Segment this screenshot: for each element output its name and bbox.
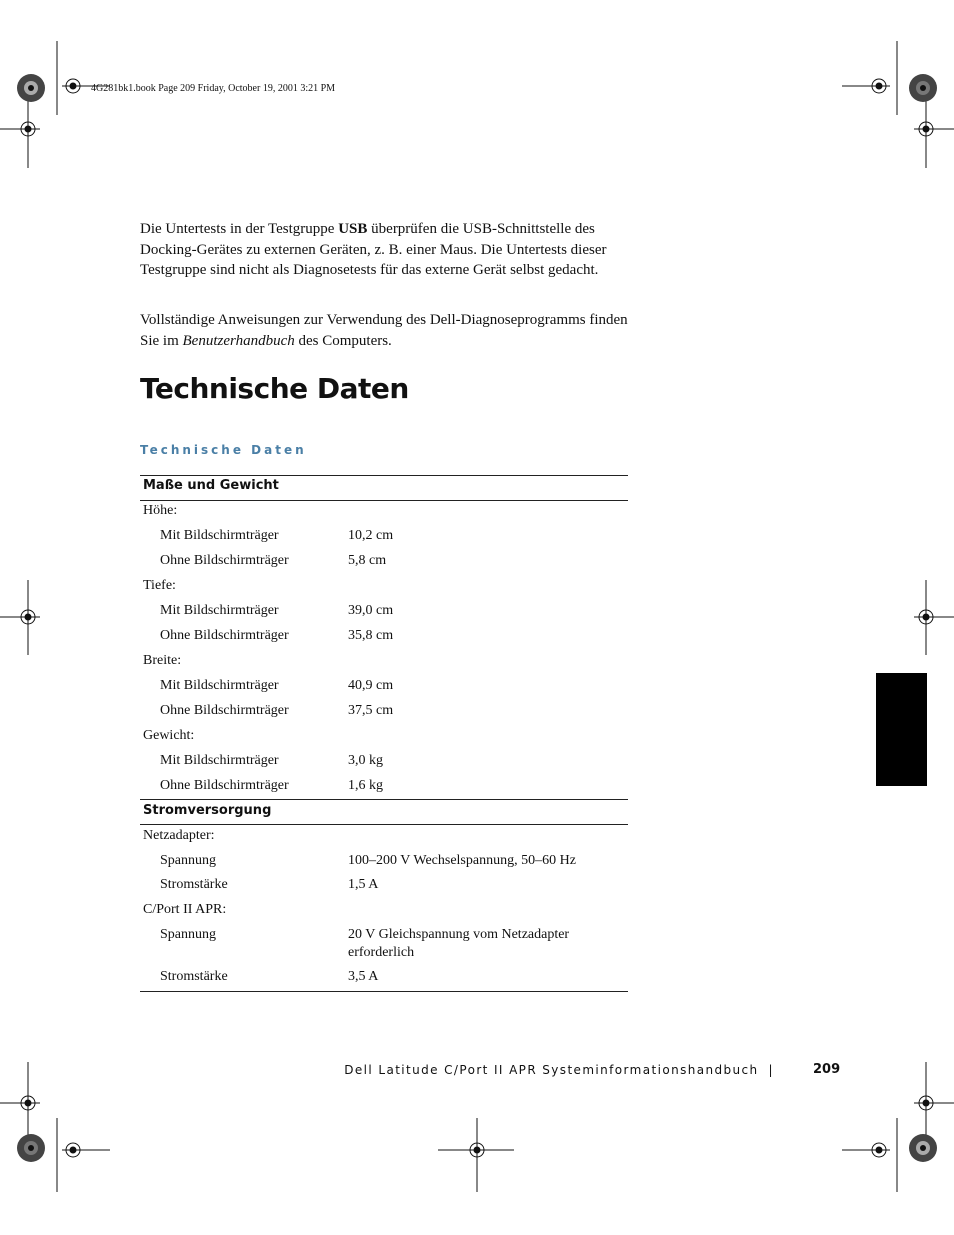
row-label: Spannung <box>160 927 216 942</box>
row-value: 39,0 cm <box>348 603 394 618</box>
row-value: 35,8 cm <box>348 628 394 643</box>
row-label: Ohne Bildschirmträger <box>160 778 289 793</box>
starburst-icon <box>17 1134 45 1162</box>
row-label: Spannung <box>160 853 216 868</box>
group-label-adapter: Netzadapter: <box>143 828 215 843</box>
group-label-width: Breite: <box>143 653 182 668</box>
intro-paragraph-2: Vollständige Anweisungen zur Verwendung des Dell-Diagnoseprogramms finden Sie im Benutzerhandbuch des Computers. <box>140 312 628 349</box>
row-label: Stromstärke <box>160 969 228 984</box>
intro-paragraph-1: Die Untertests in der Testgruppe USB überprüfen die USB-Schnittstelle des Docking-Gerätes zu externen Geräten, z. B. einer Maus. Die Untertests dieser Testgruppe sind nicht als Diagnosetests für das externe Gerät selbst gedacht. <box>140 221 607 278</box>
row-label: Ohne Bildschirmträger <box>160 703 289 718</box>
row-value: 1,5 A <box>348 877 379 892</box>
page-number: 209 <box>813 1062 841 1077</box>
row-label: Mit Bildschirmträger <box>160 678 279 693</box>
starburst-icon <box>909 74 937 102</box>
row-label: Ohne Bildschirmträger <box>160 553 289 568</box>
manual-reference: Benutzerhandbuch <box>182 332 295 349</box>
section-heading-power: Stromversorgung <box>143 803 272 818</box>
row-value: 20 V Gleichspannung vom Netzadapter erforderlich <box>348 927 570 960</box>
row-value: 100–200 V Wechselspannung, 50–60 Hz <box>348 853 576 868</box>
group-label-cport: C/Port II APR: <box>143 902 227 917</box>
row-value: 10,2 cm <box>348 528 394 543</box>
group-label-depth: Tiefe: <box>143 578 176 593</box>
table-caption: Technische Daten <box>140 443 307 457</box>
row-label: Mit Bildschirmträger <box>160 753 279 768</box>
row-value: 3,0 kg <box>348 753 383 768</box>
group-label-weight: Gewicht: <box>143 728 195 743</box>
starburst-icon <box>17 74 45 102</box>
row-value: 5,8 cm <box>348 553 387 568</box>
group-label-height: Höhe: <box>143 503 178 518</box>
usb-keyword: USB <box>338 221 368 237</box>
print-slug: 4G281bk1.book Page 209 Friday, October 19, 2001 3:21 PM <box>91 83 336 94</box>
footer-separator: | <box>768 1063 774 1077</box>
row-value: 40,9 cm <box>348 678 394 693</box>
footer-title: Dell Latitude C/Port II APR Systeminformationshandbuch <box>344 1063 759 1077</box>
page-title: Technische Daten <box>140 372 409 405</box>
row-label: Stromstärke <box>160 877 228 892</box>
row-label: Ohne Bildschirmträger <box>160 628 289 643</box>
row-value: 37,5 cm <box>348 703 394 718</box>
starburst-icon <box>909 1134 937 1162</box>
row-value: 3,5 A <box>348 969 379 984</box>
row-label: Mit Bildschirmträger <box>160 528 279 543</box>
row-value: 1,6 kg <box>348 778 383 793</box>
row-label: Mit Bildschirmträger <box>160 603 279 618</box>
section-heading-dimensions: Maße und Gewicht <box>143 478 279 493</box>
